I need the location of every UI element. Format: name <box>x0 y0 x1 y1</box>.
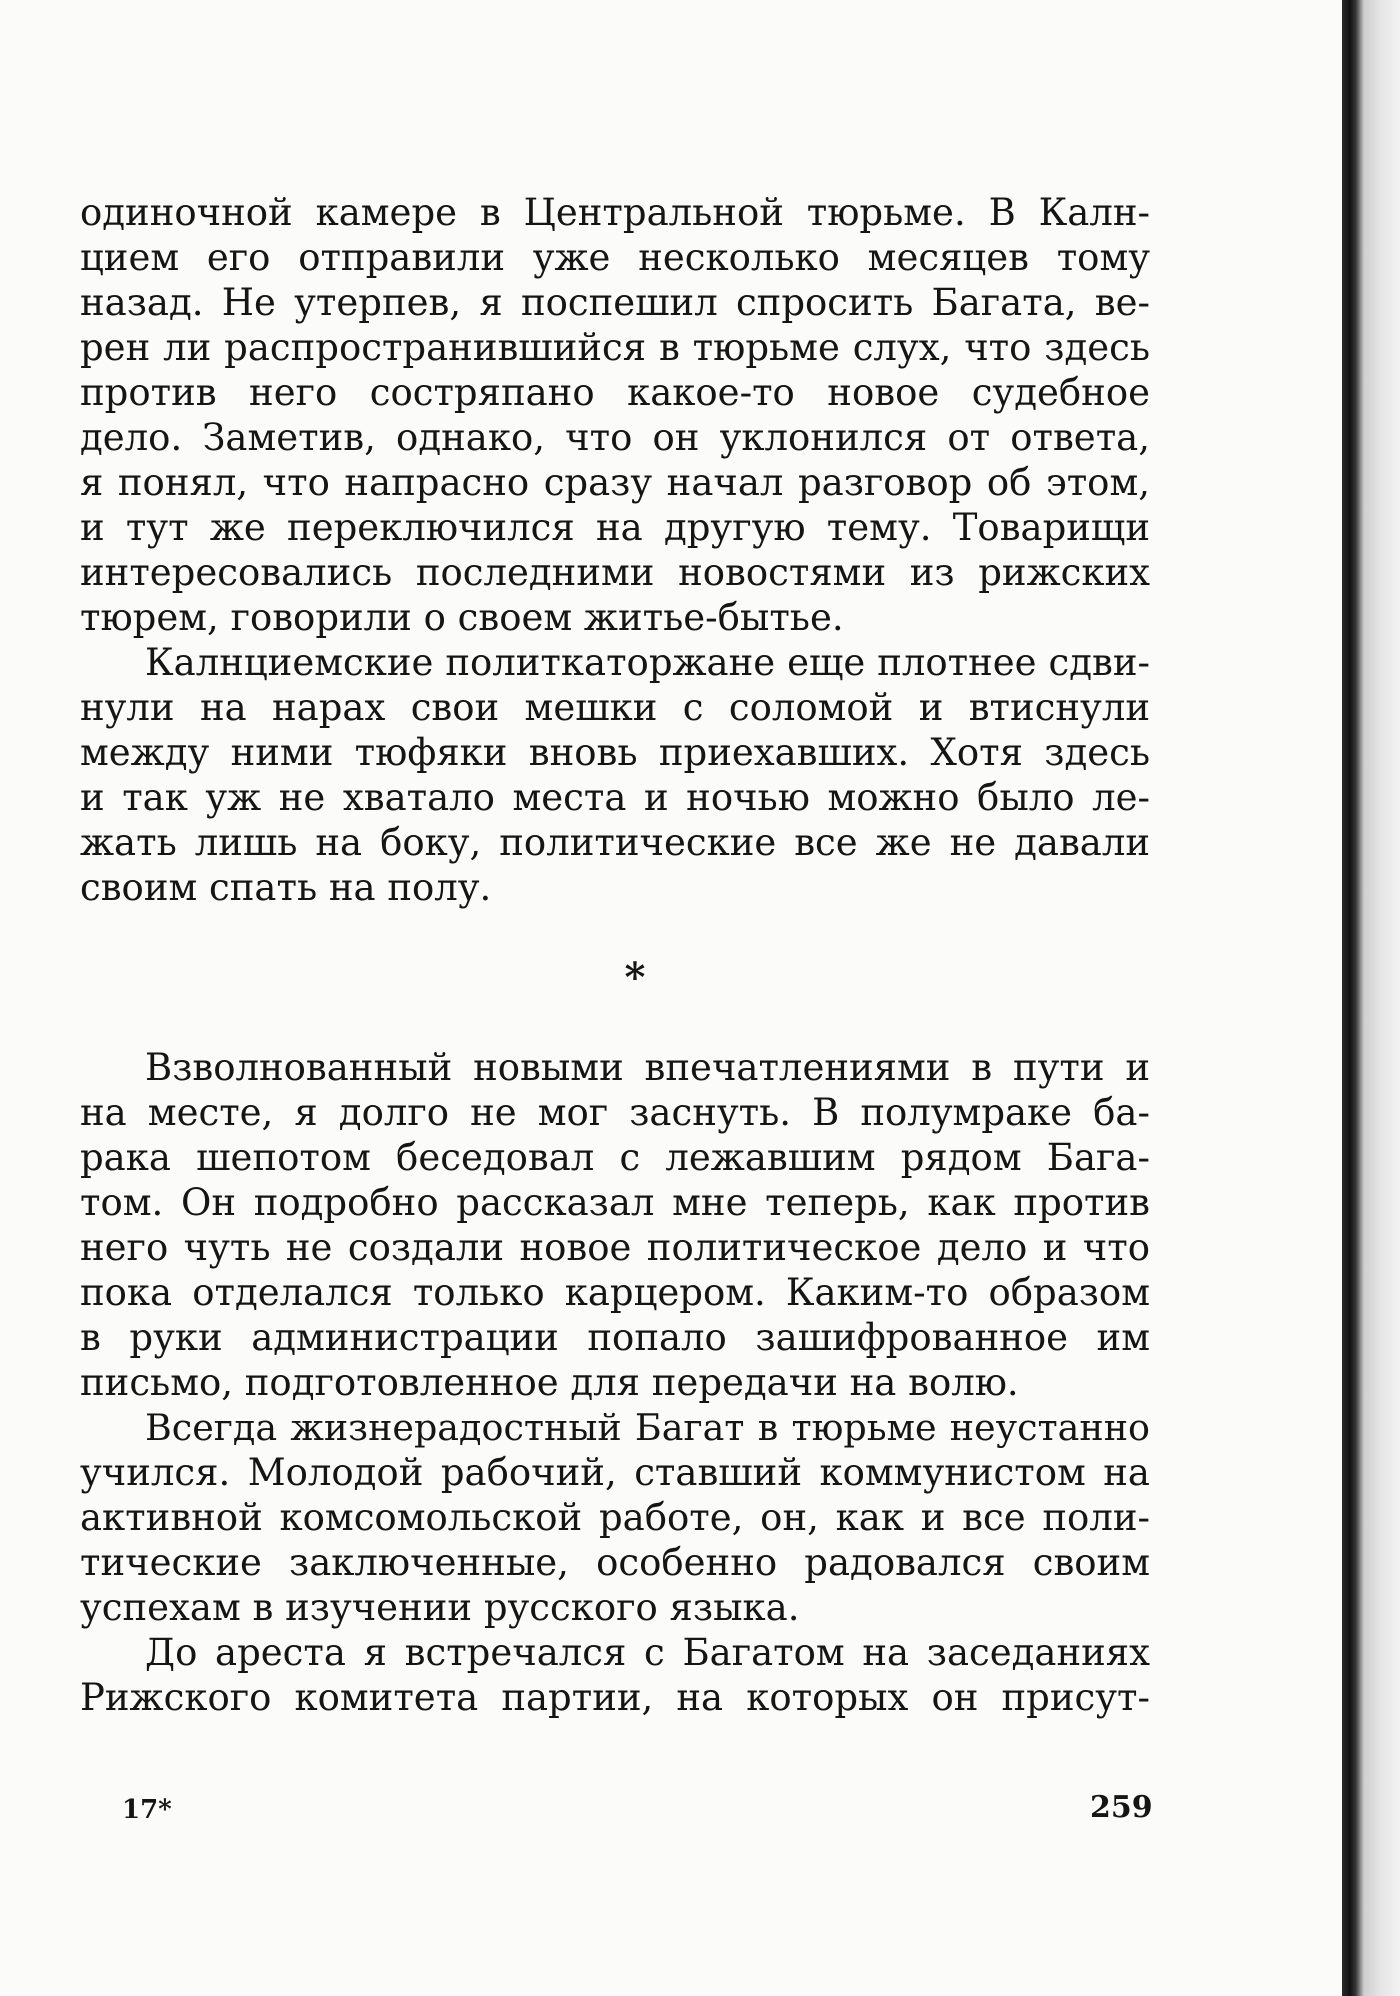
text-line: учился. Молодой рабочий, ставший коммунистом на <box>80 1451 1150 1494</box>
text-line: Всегда жизнерадостный Багат в тюрьме неустанно <box>145 1406 1150 1449</box>
text-line: тические заключенные, особенно радовался своим <box>80 1541 1150 1584</box>
text-line: в руки администрации попало зашифрованное им <box>80 1316 1150 1359</box>
section-separator: * <box>624 954 646 1001</box>
text-line: на месте, я долго не мог заснуть. В полумраке ба- <box>80 1091 1150 1134</box>
text-line: том. Он подробно рассказал мне теперь, как против <box>80 1181 1150 1224</box>
text-line: Рижского комитета партии, на которых он присут- <box>80 1676 1150 1719</box>
text-line: и так уж не хватало места и ночью можно было ле- <box>80 776 1150 819</box>
text-line: своим спать на полу. <box>80 866 492 909</box>
text-line: активной комсомольской работе, он, как и все поли- <box>80 1496 1150 1539</box>
text-line: и тут же переключился на другую тему. Товарищи <box>80 506 1150 549</box>
paragraph-5 <box>80 1630 1150 1720</box>
text-line: До ареста я встречался с Багатом на заседаниях <box>145 1631 1150 1674</box>
text-line: тюрем, говорили о своем житье-бытье. <box>80 596 844 639</box>
text-line: я понял, что напрасно сразу начал разговор об этом, <box>80 461 1150 504</box>
paragraph-2 <box>80 640 1150 910</box>
text-line: между ними тюфяки вновь приехавших. Хотя здесь <box>80 731 1150 774</box>
text-line: пока отделался только карцером. Каким-то образом <box>80 1271 1150 1314</box>
text-line: рака шепотом беседовал с лежавшим рядом Бага- <box>80 1136 1150 1179</box>
text-line: жать лишь на боку, политические все же не давали <box>80 821 1150 864</box>
text-line: Калнциемские политкаторжане еще плотнее сдви- <box>145 641 1150 684</box>
book-spine-edge <box>1342 0 1400 1996</box>
paragraph-1 <box>80 190 1150 640</box>
text-line: Взволнованный новыми впечатлениями в пути и <box>145 1046 1150 1089</box>
page-number: 259 <box>1090 1790 1153 1825</box>
paragraph-4 <box>80 1405 1150 1630</box>
text-line: против него состряпано какое-то новое судебное <box>80 371 1150 414</box>
body-text <box>80 190 1150 1720</box>
text-line: письмо, подготовленное для передачи на волю. <box>80 1361 1019 1404</box>
printer-signature-mark: 17* <box>122 1795 172 1825</box>
text-line: назад. Не утерпев, я поспешил спросить Багата, ве- <box>80 281 1150 324</box>
text-line: него чуть не создали новое политическое дело и что <box>80 1226 1150 1269</box>
text-line: дело. Заметив, однако, что он уклонился от ответа, <box>80 416 1150 459</box>
text-line: успехам в изучении русского языка. <box>80 1586 800 1629</box>
text-line: нули на нарах свои мешки с соломой и втиснули <box>80 686 1150 729</box>
text-line: интересовались последними новостями из рижских <box>80 551 1150 594</box>
text-line: цием его отправили уже несколько месяцев тому <box>80 236 1150 279</box>
text-line: одиночной камере в Центральной тюрьме. В Калн- <box>80 191 1150 234</box>
text-line: рен ли распространившийся в тюрьме слух, что здесь <box>80 326 1150 369</box>
paragraph-3 <box>80 1045 1150 1405</box>
